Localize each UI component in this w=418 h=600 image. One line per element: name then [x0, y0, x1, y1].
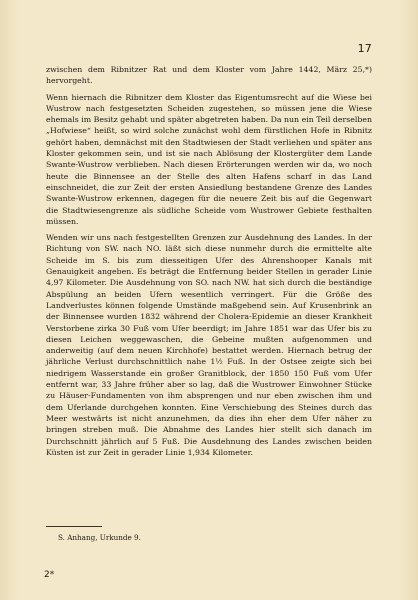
printer-signature: 2*: [44, 570, 55, 580]
footnote-divider: [46, 526, 102, 527]
page-number: 17: [357, 42, 372, 55]
footnote: S. Anhang, Urkunde 9.: [58, 533, 141, 542]
paragraph-1: zwischen dem Ribnitzer Rat und dem Kloster vom Jahre 1442, März 25,*) hervorgeht.: [46, 65, 372, 86]
paragraph-2: Wenn hiernach die Ribnitzer dem Kloster das Eigentumsrecht auf die Wiese bei Wustrow nach festgesetzten Scheiden zugestehen, so müssen jene die Wiese ehemals im Besitz gehabt und später abgetreten haben. Da nun ein Teil derselben „Hofwiese“ heißt, so wird solche zunächst wohl dem fürstlichen Hofe in Ribnitz gehört haben, demnächst mit den Stadtwiesen der Stadt verliehen und später ans Kloster gekommen sein, und ist sie nach Ablösung der Klostergüter dem Lande Swante-Wustrow verblieben. Nach diesen Erörterungen werden wir da, wo noch heute die Binnensee an der Stelle des alten Hafens scharf in das Land einschneidet, die zur Zeit der ersten Ansiedlung bestandene Grenze des Landes Swante-Wustrow erkennen, dagegen für die neuere Zeit bis auf die Gegenwart die Stadtwiesengrenze als südliche Scheide vom Wustrower Gebiete festhalten müssen.: [46, 92, 372, 226]
body-text: [46, 64, 372, 463]
paragraph-3: Wenden wir uns nach festgestellten Grenzen zur Ausdehnung des Landes. In der Richtung von SW. nach NO. läßt sich diese nunmehr durch die ermittelte alte Scheide im S. bis zum diesseitigen Ufer des Ahrenshooper Kanals mit Genauigkeit angeben. Es beträgt die Entfernung beider Stellen in gerader Linie 4,97 Kilometer. Die Ausdehnung von SO. nach NW. hat sich durch die beständige Abspülung an beiden Ufern wesentlich verringert. Für die Größe des Landverlustes können folgende Umstände maßgebend sein. Auf Krusenbrink an der Binnensee wurden 1832 während der Cholera-Epidemie an dieser Krankheit Verstorbene zirka 30 Fuß vom Ufer beerdigt; im Jahre 1851 war das Ufer bis zu diesen Leichen weggewaschen, die Gebeine mußten aufgenommen und anderweitig (auf dem neuen Kirchhofe) bestattet werden. Hiernach betrug der jährliche Verlust durchschnittlich nahe 1½ Fuß. In der Ostsee zeigte sich bei niedrigem Wasserstande ein großer Granitblock, der 1850 150 Fuß vom Ufer entfernt war, 33 Jahre früher aber so lag, daß die Wustrower Einwohner Stücke zu Häuser-Fundamenten von ihm absprengen und nur eben zwischen ihm und dem Uferlande durchgehen konnten. Eine Verschiebung des Steines durch das Meer westwärts ist nicht anzunehmen, da dies ihn eher dem Ufer näher zu bringen streben muß. Die Abnahme des Landes hier stellt sich danach im Durchschnitt jährlich auf 5 Fuß. Die Ausdehnung des Landes zwischen beiden Küsten ist zur Zeit in gerader Linie 1,934 Kilometer.: [46, 233, 372, 457]
